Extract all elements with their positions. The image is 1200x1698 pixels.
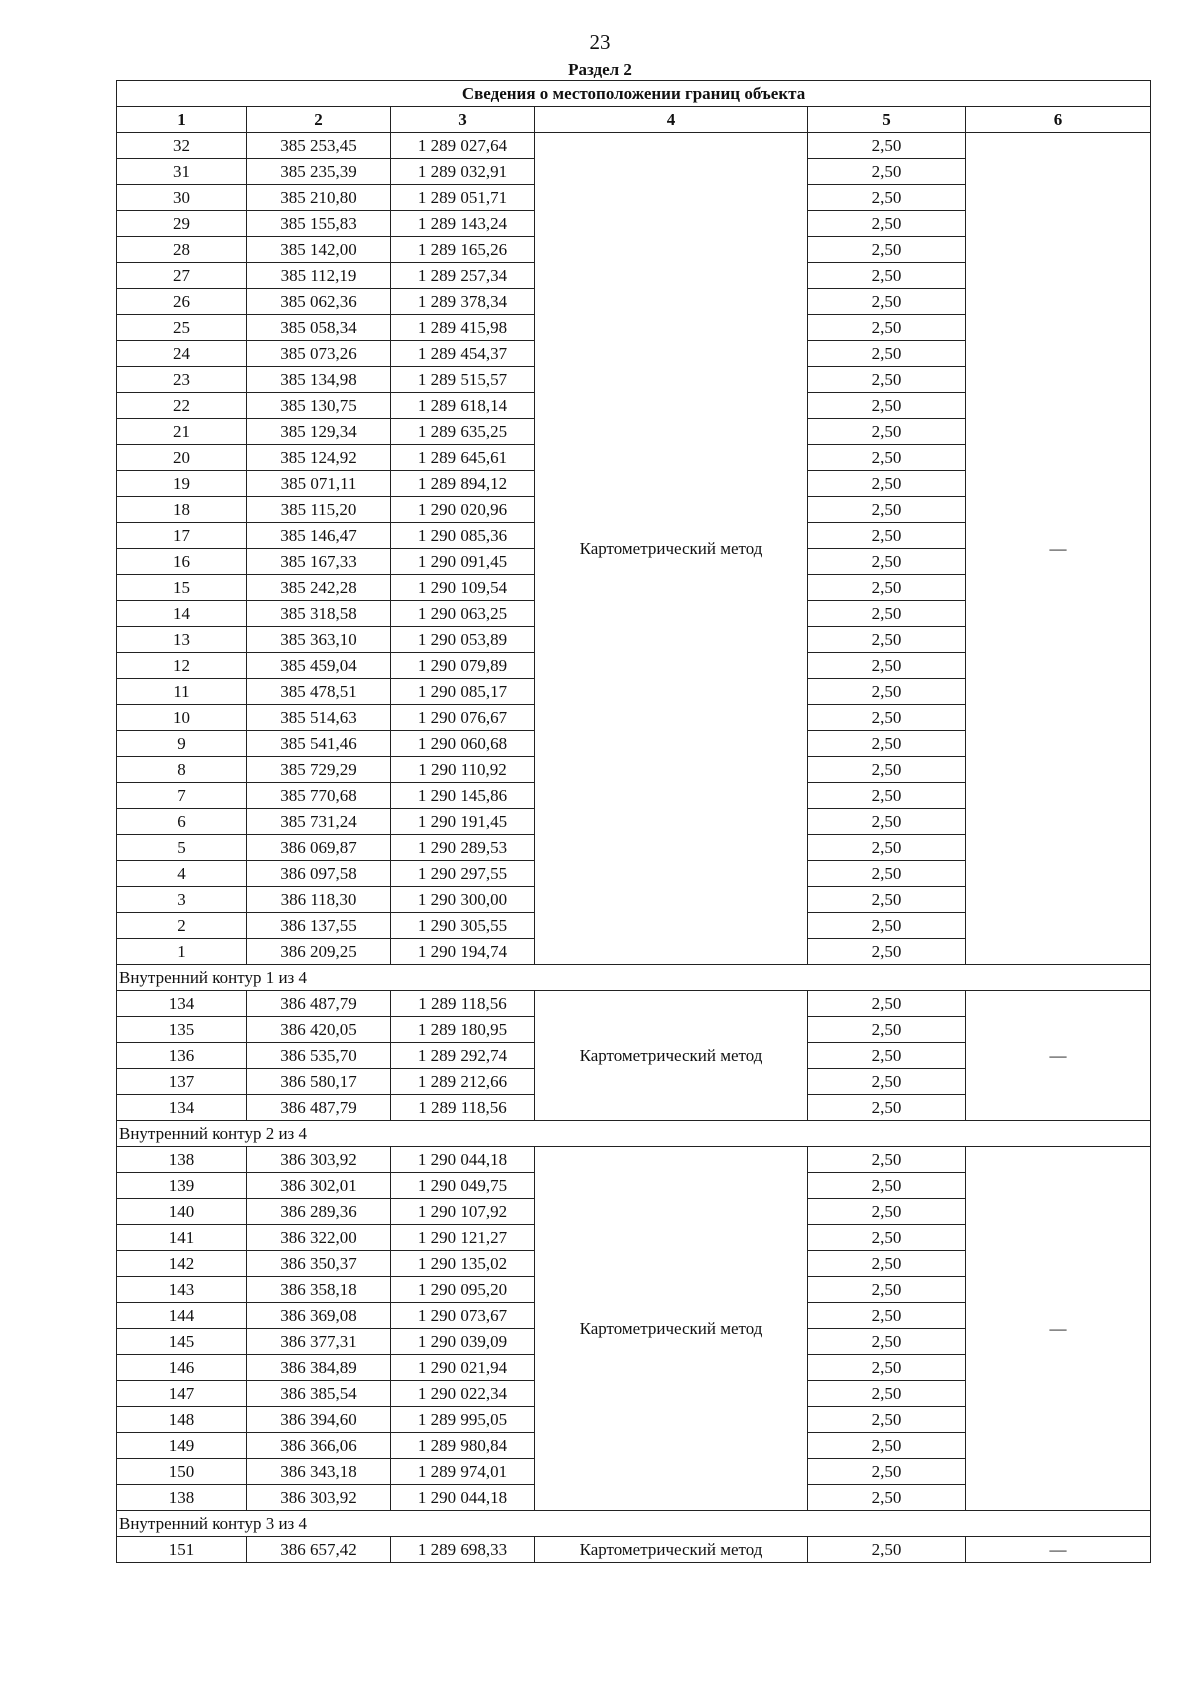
column-number-5: 5 bbox=[808, 107, 966, 133]
point-number-cell: 5 bbox=[117, 835, 247, 861]
point-number-cell: 148 bbox=[117, 1407, 247, 1433]
point-number-cell: 2 bbox=[117, 913, 247, 939]
table-row bbox=[117, 133, 1151, 159]
accuracy-cell: 2,50 bbox=[808, 367, 966, 393]
accuracy-cell: 2,50 bbox=[808, 783, 966, 809]
y-coordinate-cell: 1 290 121,27 bbox=[391, 1225, 535, 1251]
accuracy-cell: 2,50 bbox=[808, 653, 966, 679]
x-coordinate-cell: 385 073,26 bbox=[247, 341, 391, 367]
point-number-cell: 15 bbox=[117, 575, 247, 601]
y-coordinate-cell: 1 289 292,74 bbox=[391, 1043, 535, 1069]
point-number-cell: 32 bbox=[117, 133, 247, 159]
x-coordinate-cell: 385 130,75 bbox=[247, 393, 391, 419]
column-number-row bbox=[117, 107, 1151, 133]
x-coordinate-cell: 386 366,06 bbox=[247, 1433, 391, 1459]
method-cell: Картометрический метод bbox=[535, 991, 808, 1121]
point-number-cell: 1 bbox=[117, 939, 247, 965]
point-number-cell: 150 bbox=[117, 1459, 247, 1485]
point-number-cell: 9 bbox=[117, 731, 247, 757]
contour-label-row bbox=[117, 1121, 1151, 1147]
point-number-cell: 11 bbox=[117, 679, 247, 705]
accuracy-cell: 2,50 bbox=[808, 1537, 966, 1563]
accuracy-cell: 2,50 bbox=[808, 705, 966, 731]
table-title: Сведения о местоположении границ объекта bbox=[117, 81, 1151, 107]
accuracy-cell: 2,50 bbox=[808, 341, 966, 367]
accuracy-cell: 2,50 bbox=[808, 939, 966, 965]
y-coordinate-cell: 1 290 110,92 bbox=[391, 757, 535, 783]
x-coordinate-cell: 385 134,98 bbox=[247, 367, 391, 393]
y-coordinate-cell: 1 289 027,64 bbox=[391, 133, 535, 159]
y-coordinate-cell: 1 289 257,34 bbox=[391, 263, 535, 289]
accuracy-cell: 2,50 bbox=[808, 1407, 966, 1433]
table-row bbox=[117, 1147, 1151, 1173]
x-coordinate-cell: 386 289,36 bbox=[247, 1199, 391, 1225]
x-coordinate-cell: 386 322,00 bbox=[247, 1225, 391, 1251]
y-coordinate-cell: 1 290 020,96 bbox=[391, 497, 535, 523]
y-coordinate-cell: 1 289 118,56 bbox=[391, 991, 535, 1017]
accuracy-cell: 2,50 bbox=[808, 1017, 966, 1043]
point-number-cell: 144 bbox=[117, 1303, 247, 1329]
y-coordinate-cell: 1 290 060,68 bbox=[391, 731, 535, 757]
x-coordinate-cell: 385 235,39 bbox=[247, 159, 391, 185]
y-coordinate-cell: 1 290 044,18 bbox=[391, 1485, 535, 1511]
y-coordinate-cell: 1 290 085,36 bbox=[391, 523, 535, 549]
contour-label: Внутренний контур 2 из 4 bbox=[117, 1121, 1151, 1147]
section-title: Раздел 2 bbox=[568, 60, 632, 79]
x-coordinate-cell: 385 124,92 bbox=[247, 445, 391, 471]
x-coordinate-cell: 385 058,34 bbox=[247, 315, 391, 341]
y-coordinate-cell: 1 289 618,14 bbox=[391, 393, 535, 419]
x-coordinate-cell: 386 394,60 bbox=[247, 1407, 391, 1433]
y-coordinate-cell: 1 290 191,45 bbox=[391, 809, 535, 835]
y-coordinate-cell: 1 290 073,67 bbox=[391, 1303, 535, 1329]
accuracy-cell: 2,50 bbox=[808, 1459, 966, 1485]
y-coordinate-cell: 1 289 378,34 bbox=[391, 289, 535, 315]
accuracy-cell: 2,50 bbox=[808, 211, 966, 237]
y-coordinate-cell: 1 290 300,00 bbox=[391, 887, 535, 913]
x-coordinate-cell: 386 097,58 bbox=[247, 861, 391, 887]
point-number-cell: 18 bbox=[117, 497, 247, 523]
point-number-cell: 4 bbox=[117, 861, 247, 887]
point-number-cell: 8 bbox=[117, 757, 247, 783]
accuracy-cell: 2,50 bbox=[808, 549, 966, 575]
x-coordinate-cell: 385 770,68 bbox=[247, 783, 391, 809]
point-number-cell: 134 bbox=[117, 991, 247, 1017]
accuracy-cell: 2,50 bbox=[808, 1485, 966, 1511]
accuracy-cell: 2,50 bbox=[808, 315, 966, 341]
point-number-cell: 134 bbox=[117, 1095, 247, 1121]
x-coordinate-cell: 385 318,58 bbox=[247, 601, 391, 627]
point-number-cell: 138 bbox=[117, 1485, 247, 1511]
accuracy-cell: 2,50 bbox=[808, 1147, 966, 1173]
x-coordinate-cell: 386 384,89 bbox=[247, 1355, 391, 1381]
accuracy-cell: 2,50 bbox=[808, 159, 966, 185]
x-coordinate-cell: 385 210,80 bbox=[247, 185, 391, 211]
accuracy-cell: 2,50 bbox=[808, 1277, 966, 1303]
y-coordinate-cell: 1 290 109,54 bbox=[391, 575, 535, 601]
point-number-cell: 135 bbox=[117, 1017, 247, 1043]
accuracy-cell: 2,50 bbox=[808, 1303, 966, 1329]
accuracy-cell: 2,50 bbox=[808, 263, 966, 289]
contour-label: Внутренний контур 3 из 4 bbox=[117, 1511, 1151, 1537]
accuracy-cell: 2,50 bbox=[808, 1329, 966, 1355]
column-number-6: 6 bbox=[966, 107, 1151, 133]
x-coordinate-cell: 385 129,34 bbox=[247, 419, 391, 445]
accuracy-cell: 2,50 bbox=[808, 1095, 966, 1121]
y-coordinate-cell: 1 290 079,89 bbox=[391, 653, 535, 679]
method-cell: Картометрический метод bbox=[535, 133, 808, 965]
x-coordinate-cell: 385 146,47 bbox=[247, 523, 391, 549]
point-number-cell: 141 bbox=[117, 1225, 247, 1251]
x-coordinate-cell: 385 062,36 bbox=[247, 289, 391, 315]
y-coordinate-cell: 1 289 118,56 bbox=[391, 1095, 535, 1121]
x-coordinate-cell: 385 112,19 bbox=[247, 263, 391, 289]
accuracy-cell: 2,50 bbox=[808, 575, 966, 601]
y-coordinate-cell: 1 290 063,25 bbox=[391, 601, 535, 627]
boundary-table bbox=[116, 80, 1151, 1563]
point-number-cell: 16 bbox=[117, 549, 247, 575]
accuracy-cell: 2,50 bbox=[808, 861, 966, 887]
accuracy-cell: 2,50 bbox=[808, 1199, 966, 1225]
accuracy-cell: 2,50 bbox=[808, 757, 966, 783]
x-coordinate-cell: 385 155,83 bbox=[247, 211, 391, 237]
point-number-cell: 27 bbox=[117, 263, 247, 289]
y-coordinate-cell: 1 290 021,94 bbox=[391, 1355, 535, 1381]
y-coordinate-cell: 1 289 698,33 bbox=[391, 1537, 535, 1563]
y-coordinate-cell: 1 289 143,24 bbox=[391, 211, 535, 237]
accuracy-cell: 2,50 bbox=[808, 1381, 966, 1407]
point-number-cell: 19 bbox=[117, 471, 247, 497]
x-coordinate-cell: 386 385,54 bbox=[247, 1381, 391, 1407]
accuracy-cell: 2,50 bbox=[808, 237, 966, 263]
point-number-cell: 140 bbox=[117, 1199, 247, 1225]
point-number-cell: 23 bbox=[117, 367, 247, 393]
x-coordinate-cell: 386 069,87 bbox=[247, 835, 391, 861]
point-number-cell: 6 bbox=[117, 809, 247, 835]
point-number-cell: 13 bbox=[117, 627, 247, 653]
method-cell: Картометрический метод bbox=[535, 1147, 808, 1511]
y-coordinate-cell: 1 290 022,34 bbox=[391, 1381, 535, 1407]
y-coordinate-cell: 1 289 995,05 bbox=[391, 1407, 535, 1433]
point-number-cell: 138 bbox=[117, 1147, 247, 1173]
y-coordinate-cell: 1 289 894,12 bbox=[391, 471, 535, 497]
y-coordinate-cell: 1 290 135,02 bbox=[391, 1251, 535, 1277]
point-number-cell: 20 bbox=[117, 445, 247, 471]
y-coordinate-cell: 1 290 107,92 bbox=[391, 1199, 535, 1225]
column-number-3: 3 bbox=[391, 107, 535, 133]
y-coordinate-cell: 1 290 091,45 bbox=[391, 549, 535, 575]
y-coordinate-cell: 1 290 095,20 bbox=[391, 1277, 535, 1303]
y-coordinate-cell: 1 289 515,57 bbox=[391, 367, 535, 393]
y-coordinate-cell: 1 290 053,89 bbox=[391, 627, 535, 653]
point-number-cell: 3 bbox=[117, 887, 247, 913]
note-cell: — bbox=[966, 991, 1151, 1121]
accuracy-cell: 2,50 bbox=[808, 731, 966, 757]
y-coordinate-cell: 1 290 076,67 bbox=[391, 705, 535, 731]
x-coordinate-cell: 385 071,11 bbox=[247, 471, 391, 497]
x-coordinate-cell: 385 242,28 bbox=[247, 575, 391, 601]
accuracy-cell: 2,50 bbox=[808, 289, 966, 315]
point-number-cell: 136 bbox=[117, 1043, 247, 1069]
accuracy-cell: 2,50 bbox=[808, 497, 966, 523]
accuracy-cell: 2,50 bbox=[808, 627, 966, 653]
point-number-cell: 25 bbox=[117, 315, 247, 341]
point-number-cell: 28 bbox=[117, 237, 247, 263]
y-coordinate-cell: 1 289 051,71 bbox=[391, 185, 535, 211]
note-cell: — bbox=[966, 133, 1151, 965]
y-coordinate-cell: 1 290 297,55 bbox=[391, 861, 535, 887]
point-number-cell: 151 bbox=[117, 1537, 247, 1563]
y-coordinate-cell: 1 289 974,01 bbox=[391, 1459, 535, 1485]
contour-label-row bbox=[117, 1511, 1151, 1537]
point-number-cell: 139 bbox=[117, 1173, 247, 1199]
point-number-cell: 24 bbox=[117, 341, 247, 367]
point-number-cell: 7 bbox=[117, 783, 247, 809]
y-coordinate-cell: 1 290 194,74 bbox=[391, 939, 535, 965]
point-number-cell: 12 bbox=[117, 653, 247, 679]
point-number-cell: 22 bbox=[117, 393, 247, 419]
x-coordinate-cell: 386 350,37 bbox=[247, 1251, 391, 1277]
accuracy-cell: 2,50 bbox=[808, 913, 966, 939]
y-coordinate-cell: 1 289 980,84 bbox=[391, 1433, 535, 1459]
accuracy-cell: 2,50 bbox=[808, 393, 966, 419]
point-number-cell: 17 bbox=[117, 523, 247, 549]
x-coordinate-cell: 385 731,24 bbox=[247, 809, 391, 835]
x-coordinate-cell: 386 358,18 bbox=[247, 1277, 391, 1303]
table-row bbox=[117, 1537, 1151, 1563]
x-coordinate-cell: 386 487,79 bbox=[247, 1095, 391, 1121]
accuracy-cell: 2,50 bbox=[808, 809, 966, 835]
x-coordinate-cell: 385 167,33 bbox=[247, 549, 391, 575]
accuracy-cell: 2,50 bbox=[808, 1225, 966, 1251]
x-coordinate-cell: 386 303,92 bbox=[247, 1147, 391, 1173]
x-coordinate-cell: 385 541,46 bbox=[247, 731, 391, 757]
y-coordinate-cell: 1 289 645,61 bbox=[391, 445, 535, 471]
accuracy-cell: 2,50 bbox=[808, 1355, 966, 1381]
x-coordinate-cell: 385 142,00 bbox=[247, 237, 391, 263]
column-number-2: 2 bbox=[247, 107, 391, 133]
y-coordinate-cell: 1 290 049,75 bbox=[391, 1173, 535, 1199]
x-coordinate-cell: 386 487,79 bbox=[247, 991, 391, 1017]
point-number-cell: 30 bbox=[117, 185, 247, 211]
x-coordinate-cell: 386 343,18 bbox=[247, 1459, 391, 1485]
point-number-cell: 143 bbox=[117, 1277, 247, 1303]
y-coordinate-cell: 1 290 145,86 bbox=[391, 783, 535, 809]
point-number-cell: 137 bbox=[117, 1069, 247, 1095]
point-number-cell: 149 bbox=[117, 1433, 247, 1459]
accuracy-cell: 2,50 bbox=[808, 991, 966, 1017]
point-number-cell: 26 bbox=[117, 289, 247, 315]
x-coordinate-cell: 386 657,42 bbox=[247, 1537, 391, 1563]
note-cell: — bbox=[966, 1147, 1151, 1511]
accuracy-cell: 2,50 bbox=[808, 1433, 966, 1459]
y-coordinate-cell: 1 289 415,98 bbox=[391, 315, 535, 341]
x-coordinate-cell: 385 514,63 bbox=[247, 705, 391, 731]
method-cell: Картометрический метод bbox=[535, 1537, 808, 1563]
accuracy-cell: 2,50 bbox=[808, 601, 966, 627]
accuracy-cell: 2,50 bbox=[808, 835, 966, 861]
x-coordinate-cell: 385 253,45 bbox=[247, 133, 391, 159]
accuracy-cell: 2,50 bbox=[808, 1069, 966, 1095]
x-coordinate-cell: 385 459,04 bbox=[247, 653, 391, 679]
y-coordinate-cell: 1 290 305,55 bbox=[391, 913, 535, 939]
point-number-cell: 31 bbox=[117, 159, 247, 185]
point-number-cell: 10 bbox=[117, 705, 247, 731]
accuracy-cell: 2,50 bbox=[808, 1043, 966, 1069]
x-coordinate-cell: 386 369,08 bbox=[247, 1303, 391, 1329]
table-row bbox=[117, 991, 1151, 1017]
accuracy-cell: 2,50 bbox=[808, 523, 966, 549]
y-coordinate-cell: 1 289 212,66 bbox=[391, 1069, 535, 1095]
point-number-cell: 146 bbox=[117, 1355, 247, 1381]
x-coordinate-cell: 386 420,05 bbox=[247, 1017, 391, 1043]
y-coordinate-cell: 1 289 165,26 bbox=[391, 237, 535, 263]
point-number-cell: 142 bbox=[117, 1251, 247, 1277]
point-number-cell: 147 bbox=[117, 1381, 247, 1407]
table-title-row bbox=[117, 81, 1151, 107]
accuracy-cell: 2,50 bbox=[808, 1173, 966, 1199]
accuracy-cell: 2,50 bbox=[808, 419, 966, 445]
x-coordinate-cell: 385 478,51 bbox=[247, 679, 391, 705]
x-coordinate-cell: 386 303,92 bbox=[247, 1485, 391, 1511]
accuracy-cell: 2,50 bbox=[808, 887, 966, 913]
point-number-cell: 14 bbox=[117, 601, 247, 627]
contour-label-row bbox=[117, 965, 1151, 991]
x-coordinate-cell: 386 137,55 bbox=[247, 913, 391, 939]
y-coordinate-cell: 1 290 039,09 bbox=[391, 1329, 535, 1355]
accuracy-cell: 2,50 bbox=[808, 679, 966, 705]
x-coordinate-cell: 386 302,01 bbox=[247, 1173, 391, 1199]
x-coordinate-cell: 386 118,30 bbox=[247, 887, 391, 913]
accuracy-cell: 2,50 bbox=[808, 1251, 966, 1277]
note-cell: — bbox=[966, 1537, 1151, 1563]
y-coordinate-cell: 1 290 289,53 bbox=[391, 835, 535, 861]
point-number-cell: 29 bbox=[117, 211, 247, 237]
x-coordinate-cell: 386 580,17 bbox=[247, 1069, 391, 1095]
accuracy-cell: 2,50 bbox=[808, 471, 966, 497]
x-coordinate-cell: 385 729,29 bbox=[247, 757, 391, 783]
y-coordinate-cell: 1 290 085,17 bbox=[391, 679, 535, 705]
x-coordinate-cell: 386 377,31 bbox=[247, 1329, 391, 1355]
contour-label: Внутренний контур 1 из 4 bbox=[117, 965, 1151, 991]
accuracy-cell: 2,50 bbox=[808, 185, 966, 211]
x-coordinate-cell: 386 535,70 bbox=[247, 1043, 391, 1069]
y-coordinate-cell: 1 289 180,95 bbox=[391, 1017, 535, 1043]
accuracy-cell: 2,50 bbox=[808, 133, 966, 159]
page-number: 23 bbox=[589, 30, 611, 54]
point-number-cell: 21 bbox=[117, 419, 247, 445]
column-number-4: 4 bbox=[535, 107, 808, 133]
column-number-1: 1 bbox=[117, 107, 247, 133]
x-coordinate-cell: 386 209,25 bbox=[247, 939, 391, 965]
x-coordinate-cell: 385 363,10 bbox=[247, 627, 391, 653]
y-coordinate-cell: 1 290 044,18 bbox=[391, 1147, 535, 1173]
x-coordinate-cell: 385 115,20 bbox=[247, 497, 391, 523]
accuracy-cell: 2,50 bbox=[808, 445, 966, 471]
y-coordinate-cell: 1 289 635,25 bbox=[391, 419, 535, 445]
y-coordinate-cell: 1 289 032,91 bbox=[391, 159, 535, 185]
boundary-table-body bbox=[117, 81, 1151, 1563]
y-coordinate-cell: 1 289 454,37 bbox=[391, 341, 535, 367]
point-number-cell: 145 bbox=[117, 1329, 247, 1355]
